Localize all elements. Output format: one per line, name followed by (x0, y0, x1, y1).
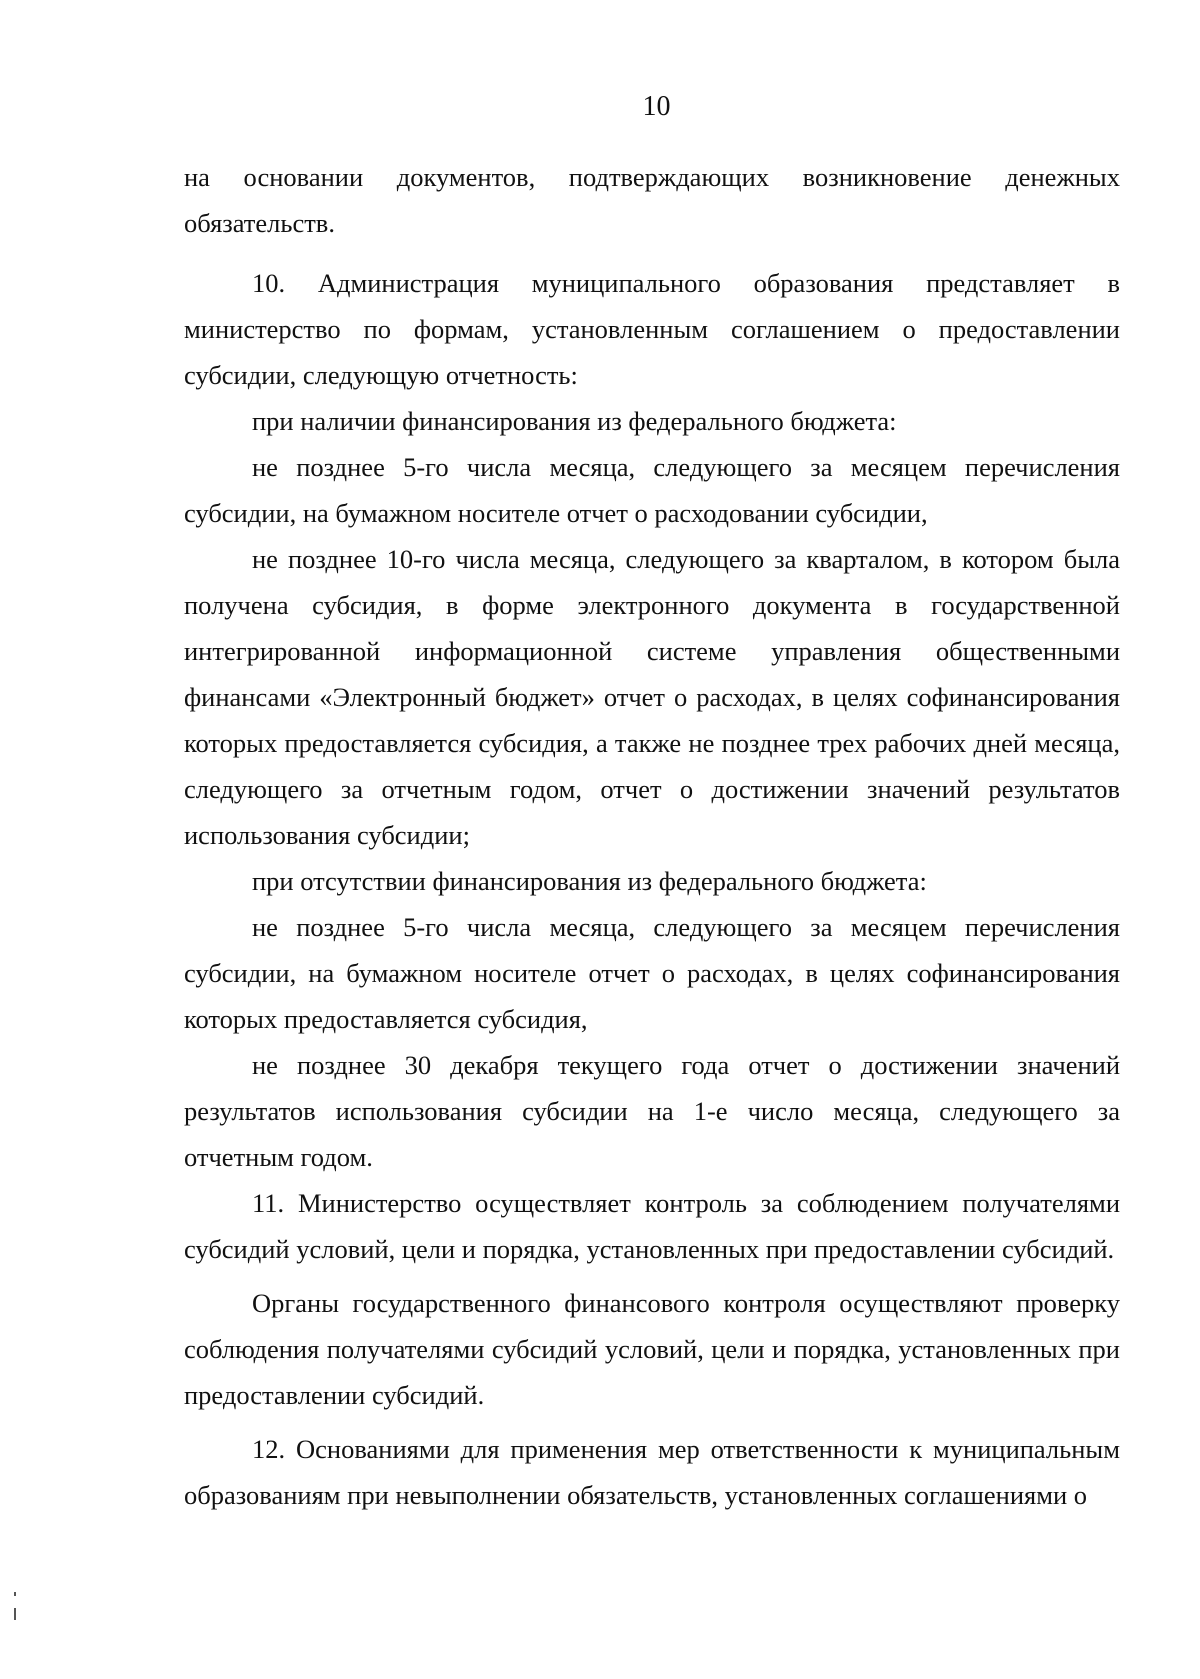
paragraph-report-10th-day: не позднее 10-го числа месяца, следующего за кварталом, в котором была получена субсидия, в форме электронного документа в государственной интегрированной информационной системе управления общественными финансами «Электронный бюджет» отчет о расходах, в целях софинансирования которых предоставляется субсидия, а также не позднее трех рабочих дней месяца, следующего за отчетным годом, отчет о достижении значений результатов использования субсидии; (184, 544, 1120, 850)
paragraph-continuation: на основании документов, подтверждающих возникновение денежных обязательств. (184, 162, 1120, 238)
paragraph-report-december: не позднее 30 декабря текущего года отчет о достижении значений результатов использования субсидии на 1-е число месяца, следующего за отчетным годом. (184, 1050, 1120, 1172)
paragraph-item-12: 12. Основаниями для применения мер ответственности к муниципальным образованиям при невыполнении обязательств, установленных соглашениями о (184, 1434, 1120, 1510)
scan-mark-dot (14, 1592, 16, 1596)
paragraph-federal-funding: при наличии финансирования из федерального бюджета: (252, 406, 897, 436)
paragraph-financial-control: Органы государственного финансового контроля осуществляют проверку соблюдения получателями субсидий условий, цели и порядка, установленных при предоставлении субсидий. (184, 1288, 1120, 1410)
paragraph-item-11: 11. Министерство осуществляет контроль за соблюдением получателями субсидий условий, цели и порядка, установленных при предоставлении субсидий. (184, 1188, 1120, 1264)
scan-mark-line (14, 1608, 16, 1620)
paragraph-report-expenses: не позднее 5-го числа месяца, следующего за месяцем перечисления субсидии, на бумажном носителе отчет о расходах, в целях софинансирования которых предоставляется субсидия, (184, 912, 1120, 1034)
paragraph-no-federal-funding: при отсутствии финансирования из федерального бюджета: (252, 866, 927, 896)
document-body (184, 154, 1120, 1518)
paragraph-item-10: 10. Администрация муниципального образования представляет в министерство по формам, установленным соглашением о предоставлении субсидии, следующую отчетность: (184, 268, 1120, 390)
page-number: 10 (642, 91, 671, 122)
paragraph-report-5th-day: не позднее 5-го числа месяца, следующего за месяцем перечисления субсидии, на бумажном носителе отчет о расходовании субсидии, (184, 452, 1120, 528)
